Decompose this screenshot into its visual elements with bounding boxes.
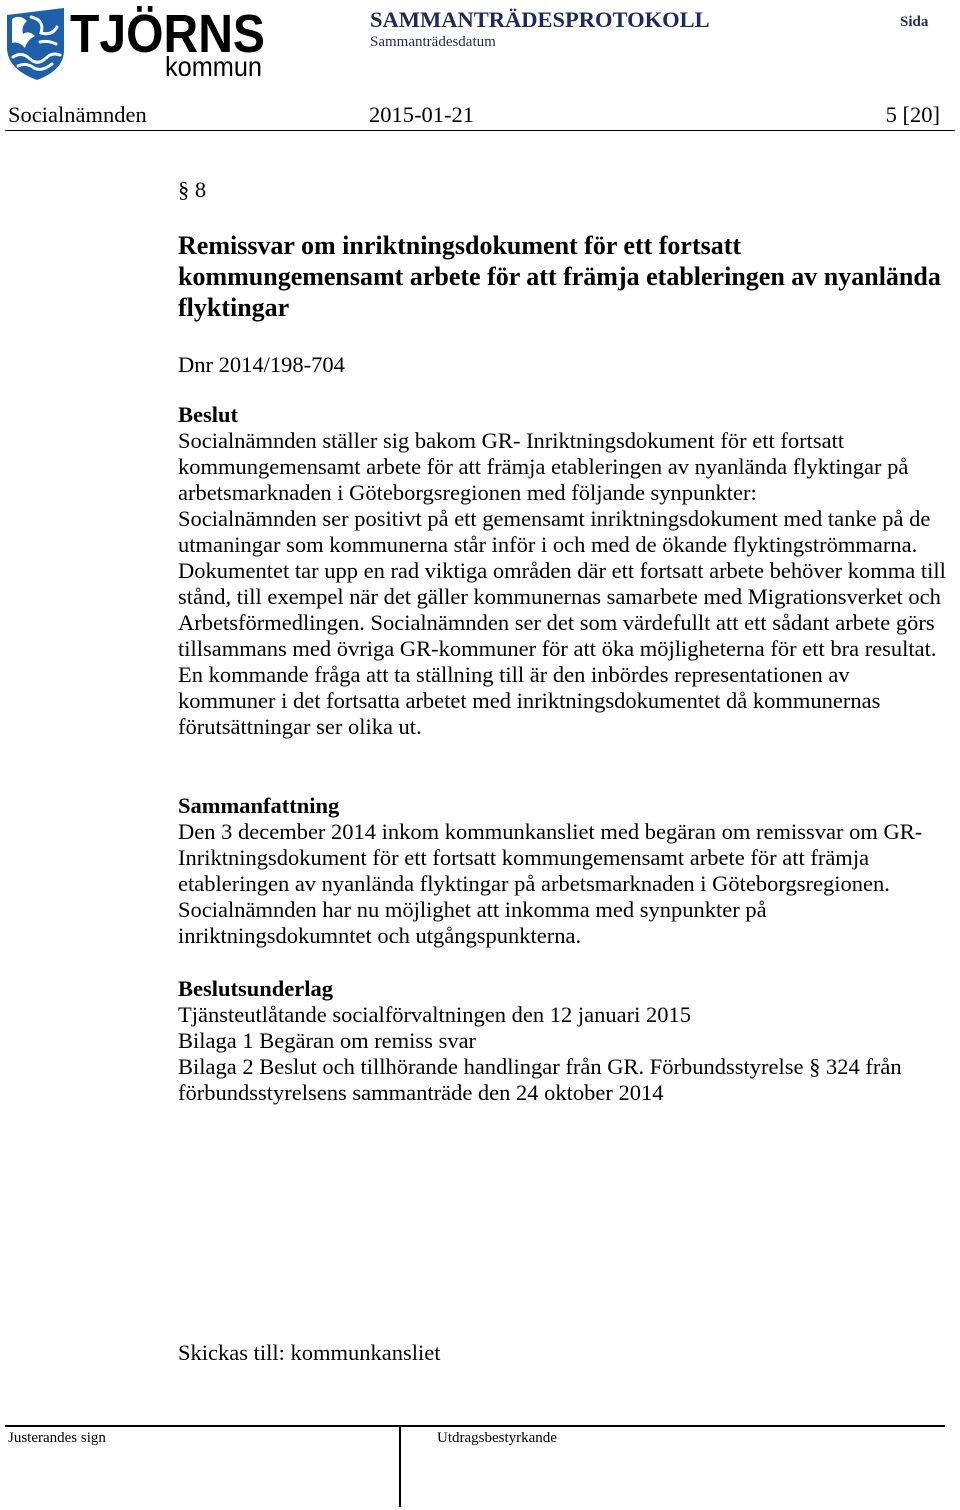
body-line: Socialnämnden ser positivt på ett gemensamt inriktningsdokument med tanke på de — [178, 506, 931, 531]
body-line: utmaningar som kommunerna står inför i och med de ökande flyktingströmmarna. — [178, 532, 918, 557]
body-line: arbetsmarknaden i Göteborgsregionen med följande synpunkter: — [178, 480, 757, 505]
body-line: Socialnämnden ställer sig bakom GR- Inriktningsdokument för ett fortsatt — [178, 428, 845, 453]
body-line: stånd, till exempel när det gäller kommunernas samarbete med Migrationsverket och — [178, 584, 941, 609]
body-line: förbundsstyrelsens sammanträde den 24 oktober 2014 — [178, 1080, 664, 1105]
item-title-line: flyktingar — [178, 293, 290, 322]
page-label: Sida — [900, 14, 929, 30]
item-title-line: Remissvar om inriktningsdokument för ett fortsatt — [178, 231, 742, 260]
logo-subtitle: kommun — [165, 51, 262, 82]
body-line: etableringen av nyanlända flyktingar på arbetsmarknaden i Göteborgsregionen. — [178, 871, 890, 896]
body-line: Socialnämnden har nu möjlighet att inkomma med synpunkter på — [178, 897, 767, 922]
section-beslut — [178, 402, 953, 740]
meeting-date-label: Sammanträdesdatum — [370, 34, 496, 50]
body-line: tillsammans med övriga GR-kommuner för att öka möjligheterna för ett bra resultat. — [178, 636, 937, 661]
section-heading: Beslutsunderlag — [178, 976, 334, 1001]
footer-divider — [399, 1425, 401, 1507]
meeting-date: 2015-01-21 — [369, 102, 474, 127]
body-line: Bilaga 2 Beslut och tillhörande handlingar från GR. Förbundsstyrelse § 324 från — [178, 1054, 902, 1079]
tjorn-kommun-logo — [0, 0, 265, 82]
body-line: Arbetsförmedlingen. Socialnämnden ser det som värdefullt att ett sådant arbete görs — [178, 610, 935, 635]
body-line: En kommande fråga att ta ställning till är den inbördes representationen av — [178, 662, 850, 687]
diary-number: Dnr 2014/198-704 — [178, 352, 345, 377]
body-line: Tjänsteutlåtande socialförvaltningen den 12 januari 2015 — [178, 1002, 691, 1027]
body-line: Den 3 december 2014 inkom kommunkansliet med begäran om remissvar om GR- — [178, 819, 923, 844]
paragraph-number: § 8 — [178, 177, 207, 202]
body-line: kommungemensamt arbete för att främja etableringen av nyanlända flyktingar på — [178, 454, 909, 479]
item-title — [178, 230, 953, 323]
tjorn-crest-icon — [7, 8, 64, 80]
body-line: förutsättningar ser olika ut. — [178, 714, 422, 739]
body-line: Bilaga 1 Begäran om remiss svar — [178, 1028, 477, 1053]
page-number: 5 [20] — [885, 102, 940, 127]
footer-rule — [5, 1425, 945, 1427]
body-line: Dokumentet tar upp en rad viktiga områden där ett fortsatt arbete behöver komma till — [178, 558, 946, 583]
section-beslutsunderlag — [178, 976, 953, 1106]
section-heading: Sammanfattning — [178, 793, 340, 818]
section-heading: Beslut — [178, 402, 239, 427]
body-line: Inriktningsdokument för ett fortsatt kommungemensamt arbete för att främja — [178, 845, 870, 870]
item-title-line: kommungemensamt arbete för att främja etableringen av nyanlända — [178, 262, 941, 291]
footer-sign-label: Justerandes sign — [8, 1430, 106, 1446]
header-rule — [5, 130, 955, 131]
document-type-title: SAMMANTRÄDESPROTOKOLL — [370, 7, 710, 32]
body-line: kommuner i det fortsatta arbetet med inriktningsdokumentet då kommunernas — [178, 688, 881, 713]
committee-name: Socialnämnden — [8, 102, 147, 127]
sent-to: Skickas till: kommunkansliet — [178, 1340, 441, 1365]
section-sammanfattning — [178, 793, 953, 949]
body-line: inriktningsdokumntet och utgångspunkterna. — [178, 923, 582, 948]
footer-extract-label: Utdragsbestyrkande — [437, 1430, 557, 1446]
logo-name: TJÖRNS — [70, 4, 265, 64]
